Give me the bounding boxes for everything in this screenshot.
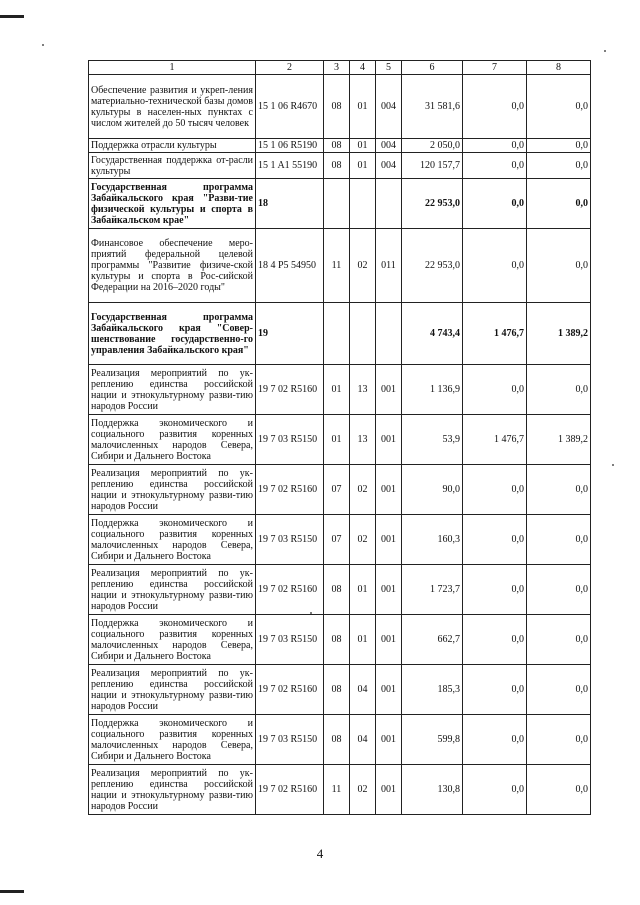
table-row (89, 303, 591, 365)
target-article-cell: 19 7 02 R5160 (256, 765, 324, 815)
section-cell: 07 (324, 465, 350, 515)
expense-type-cell: 001 (376, 765, 402, 815)
amount-col8-cell: 0,0 (527, 665, 591, 715)
row-name-cell: Реализация мероприятий по ук-реплению единства российской нации и этнокультурному разви-тию народов России (89, 765, 256, 815)
amount-col8-cell: 0,0 (527, 615, 591, 665)
target-article-cell: 19 7 02 R5160 (256, 465, 324, 515)
amount-col8-cell: 0,0 (527, 229, 591, 303)
amount-col7-cell: 0,0 (463, 765, 527, 815)
amount-col7-cell: 0,0 (463, 715, 527, 765)
table-row (89, 765, 591, 815)
amount-col8-cell: 0,0 (527, 179, 591, 229)
subsection-cell (350, 179, 376, 229)
subsection-cell: 01 (350, 565, 376, 615)
subsection-cell: 04 (350, 665, 376, 715)
header-cell: 5 (376, 61, 402, 75)
scan-edge-mark (0, 15, 24, 18)
amount-col6-cell: 1 136,9 (402, 365, 463, 415)
subsection-cell: 02 (350, 229, 376, 303)
row-name-cell: Государственная поддержка от-расли культуры (89, 153, 256, 179)
subsection-cell: 01 (350, 153, 376, 179)
section-cell (324, 303, 350, 365)
page-number: 4 (316, 846, 324, 861)
table-row (89, 75, 591, 139)
amount-col7-cell: 0,0 (463, 229, 527, 303)
amount-col8-cell: 0,0 (527, 765, 591, 815)
table-row (89, 365, 591, 415)
section-cell: 11 (324, 765, 350, 815)
table-row (89, 665, 591, 715)
section-cell (324, 179, 350, 229)
scan-speck (604, 50, 606, 52)
row-name-cell: Реализация мероприятий по ук-реплению единства российской нации и этнокультурному разви-тию народов России (89, 365, 256, 415)
expense-type-cell (376, 179, 402, 229)
amount-col8-cell: 0,0 (527, 365, 591, 415)
header-cell: 2 (256, 61, 324, 75)
subsection-cell (350, 303, 376, 365)
section-cell: 07 (324, 515, 350, 565)
amount-col8-cell: 0,0 (527, 153, 591, 179)
amount-col6-cell: 2 050,0 (402, 139, 463, 153)
target-article-cell: 19 7 02 R5160 (256, 365, 324, 415)
amount-col8-cell: 0,0 (527, 515, 591, 565)
row-name-cell: Реализация мероприятий по ук-реплению единства российской нации и этнокультурному разви-тию народов России (89, 465, 256, 515)
target-article-cell: 19 7 02 R5160 (256, 665, 324, 715)
amount-col6-cell: 130,8 (402, 765, 463, 815)
table-row (89, 515, 591, 565)
target-article-cell: 18 4 P5 54950 (256, 229, 324, 303)
header-cell: 1 (89, 61, 256, 75)
amount-col8-cell: 0,0 (527, 715, 591, 765)
section-cell: 08 (324, 153, 350, 179)
amount-col7-cell: 1 476,7 (463, 415, 527, 465)
subsection-cell: 04 (350, 715, 376, 765)
amount-col7-cell: 0,0 (463, 615, 527, 665)
amount-col6-cell: 185,3 (402, 665, 463, 715)
amount-col6-cell: 22 953,0 (402, 229, 463, 303)
table-row (89, 153, 591, 179)
header-cell: 4 (350, 61, 376, 75)
section-cell: 01 (324, 365, 350, 415)
row-name-cell: Обеспечение развития и укреп-ления материально-технической базы домов культуры в населен-ных пунктах с числом жителей до 50 тысяч человек (89, 75, 256, 139)
section-cell: 08 (324, 615, 350, 665)
expense-type-cell: 001 (376, 515, 402, 565)
subsection-cell: 02 (350, 515, 376, 565)
amount-col7-cell: 0,0 (463, 365, 527, 415)
subsection-cell: 01 (350, 615, 376, 665)
row-name-cell: Поддержка отрасли культуры (89, 139, 256, 153)
target-article-cell: 18 (256, 179, 324, 229)
table-body (89, 75, 591, 815)
table-row (89, 615, 591, 665)
amount-col6-cell: 120 157,7 (402, 153, 463, 179)
target-article-cell: 19 7 02 R5160 (256, 565, 324, 615)
table-row (89, 465, 591, 515)
subsection-cell: 02 (350, 465, 376, 515)
scan-edge-mark (0, 890, 24, 893)
section-cell: 08 (324, 715, 350, 765)
amount-col6-cell: 53,9 (402, 415, 463, 465)
amount-col6-cell: 599,8 (402, 715, 463, 765)
section-cell: 11 (324, 229, 350, 303)
subsection-cell: 13 (350, 415, 376, 465)
table-row (89, 139, 591, 153)
subsection-cell: 01 (350, 75, 376, 139)
row-name-cell: Поддержка экономического и социального развития коренных малочисленных народов Севера, Сибири и Дальнего Востока (89, 415, 256, 465)
scan-speck (612, 464, 614, 466)
header-cell: 8 (527, 61, 591, 75)
amount-col6-cell: 22 953,0 (402, 179, 463, 229)
amount-col8-cell: 1 389,2 (527, 303, 591, 365)
target-article-cell: 15 1 A1 55190 (256, 153, 324, 179)
row-name-cell: Реализация мероприятий по ук-реплению единства российской нации и этнокультурному разви-тию народов России (89, 565, 256, 615)
table-row (89, 565, 591, 615)
expense-type-cell: 004 (376, 75, 402, 139)
table-row (89, 229, 591, 303)
budget-table (88, 60, 591, 815)
row-name-cell: Поддержка экономического и социального развития коренных малочисленных народов Севера, Сибири и Дальнего Востока (89, 515, 256, 565)
expense-type-cell: 004 (376, 139, 402, 153)
section-cell: 08 (324, 665, 350, 715)
expense-type-cell: 001 (376, 365, 402, 415)
expense-type-cell: 001 (376, 465, 402, 515)
target-article-cell: 19 (256, 303, 324, 365)
amount-col7-cell: 0,0 (463, 665, 527, 715)
amount-col6-cell: 662,7 (402, 615, 463, 665)
amount-col7-cell: 0,0 (463, 75, 527, 139)
scan-speck (42, 44, 44, 46)
amount-col7-cell: 0,0 (463, 139, 527, 153)
header-cell: 7 (463, 61, 527, 75)
amount-col7-cell: 0,0 (463, 179, 527, 229)
row-name-cell: Государственная программа Забайкальского края "Совер-шенствование государственно-го управления Забайкальского края" (89, 303, 256, 365)
amount-col7-cell: 0,0 (463, 465, 527, 515)
amount-col8-cell: 0,0 (527, 139, 591, 153)
row-name-cell: Финансовое обеспечение меро-приятий федеральной целевой программы "Развитие физиче-ской культуры и спорта в Рос-сийской Федерации на 2016–2020 годы" (89, 229, 256, 303)
table-row (89, 415, 591, 465)
target-article-cell: 19 7 03 R5150 (256, 515, 324, 565)
section-cell: 08 (324, 565, 350, 615)
header-cell: 6 (402, 61, 463, 75)
expense-type-cell: 001 (376, 665, 402, 715)
amount-col7-cell: 0,0 (463, 153, 527, 179)
amount-col6-cell: 31 581,6 (402, 75, 463, 139)
amount-col8-cell: 0,0 (527, 465, 591, 515)
expense-type-cell (376, 303, 402, 365)
expense-type-cell: 001 (376, 565, 402, 615)
target-article-cell: 15 1 06 R5190 (256, 139, 324, 153)
amount-col8-cell: 0,0 (527, 75, 591, 139)
row-name-cell: Государственная программа Забайкальского края "Разви-тие физической культуры и спорта в Забайкальском крае" (89, 179, 256, 229)
amount-col7-cell: 0,0 (463, 515, 527, 565)
amount-col6-cell: 1 723,7 (402, 565, 463, 615)
table-header-row (89, 61, 591, 75)
expense-type-cell: 001 (376, 615, 402, 665)
section-cell: 08 (324, 139, 350, 153)
subsection-cell: 01 (350, 139, 376, 153)
target-article-cell: 15 1 06 R4670 (256, 75, 324, 139)
table-row (89, 179, 591, 229)
amount-col8-cell: 0,0 (527, 565, 591, 615)
row-name-cell: Поддержка экономического и социального развития коренных малочисленных народов Севера, Сибири и Дальнего Востока (89, 715, 256, 765)
section-cell: 08 (324, 75, 350, 139)
subsection-cell: 13 (350, 365, 376, 415)
expense-type-cell: 004 (376, 153, 402, 179)
amount-col7-cell: 1 476,7 (463, 303, 527, 365)
header-cell: 3 (324, 61, 350, 75)
amount-col6-cell: 90,0 (402, 465, 463, 515)
amount-col6-cell: 160,3 (402, 515, 463, 565)
table-row (89, 715, 591, 765)
row-name-cell: Поддержка экономического и социального развития коренных малочисленных народов Севера, Сибири и Дальнего Востока (89, 615, 256, 665)
expense-type-cell: 001 (376, 715, 402, 765)
target-article-cell: 19 7 03 R5150 (256, 415, 324, 465)
amount-col8-cell: 1 389,2 (527, 415, 591, 465)
amount-col6-cell: 4 743,4 (402, 303, 463, 365)
section-cell: 01 (324, 415, 350, 465)
target-article-cell: 19 7 03 R5150 (256, 715, 324, 765)
expense-type-cell: 011 (376, 229, 402, 303)
subsection-cell: 02 (350, 765, 376, 815)
amount-col7-cell: 0,0 (463, 565, 527, 615)
row-name-cell: Реализация мероприятий по ук-реплению единства российской нации и этнокультурному разви-тию народов России (89, 665, 256, 715)
target-article-cell: 19 7 03 R5150 (256, 615, 324, 665)
expense-type-cell: 001 (376, 415, 402, 465)
